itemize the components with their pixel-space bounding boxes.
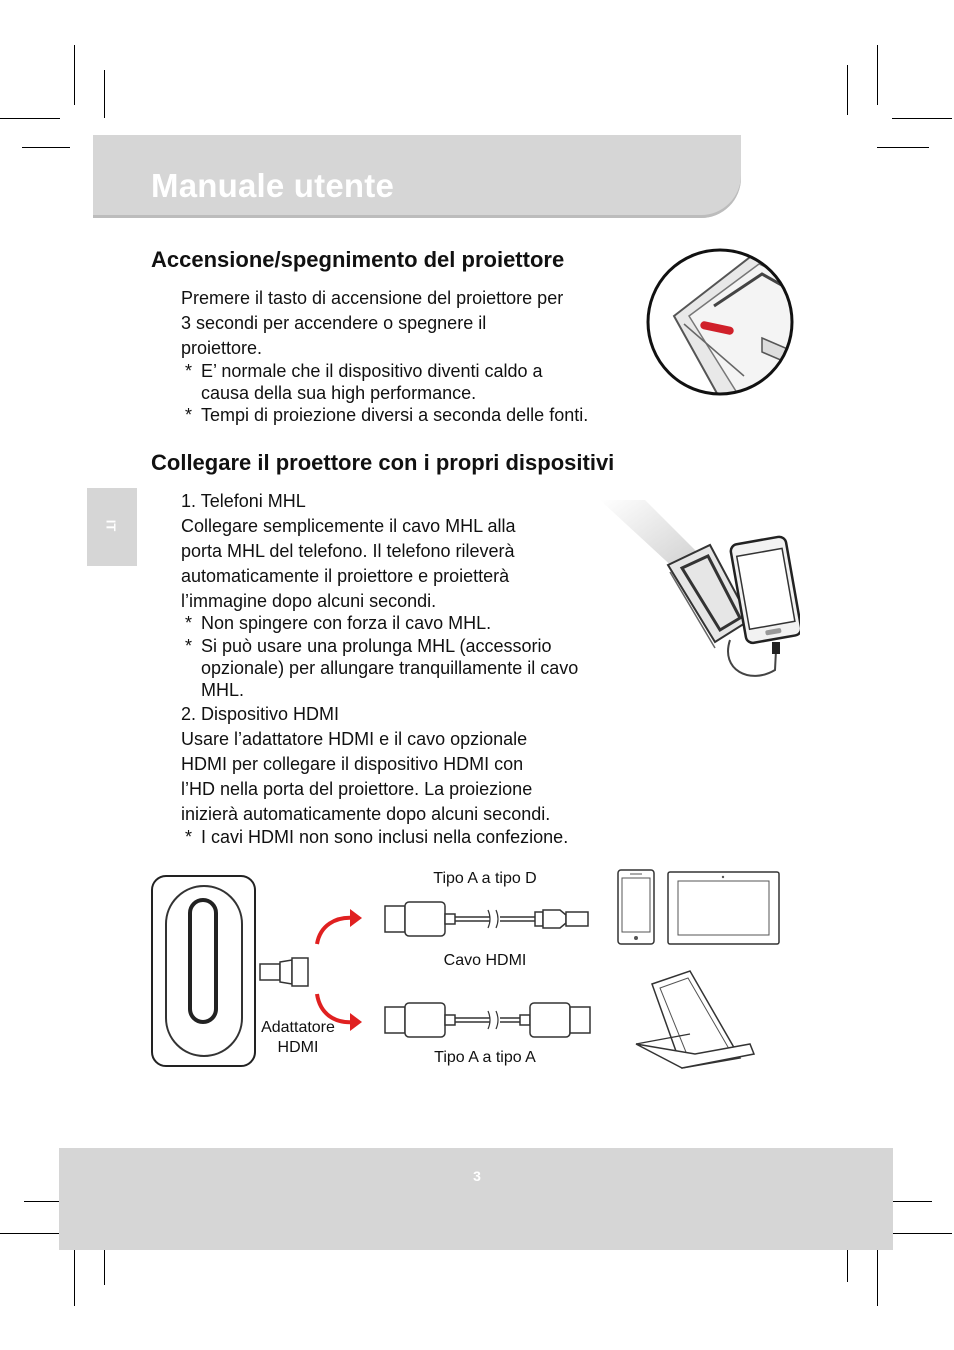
hdmi-connection-diagram [150,868,790,1073]
text-line: Tempi di proiezione diversi a seconda delle fonti. [201,405,589,425]
text-line: proiettore. [181,338,263,358]
cable-type-a-to-d [385,902,588,936]
language-tab [87,488,137,566]
mhl-title: 1. Telefoni MHL [181,491,306,511]
power-note-1: * E’ normale che il dispositivo diventi caldo a causa della sua high performance. [185,361,543,403]
label-type-a-to-d: Tipo A a tipo D [433,870,537,887]
projector-top-view [152,876,255,1066]
text-line: l’HD nella porta del proiettore. La proiezione [181,779,533,799]
page-number: 3 [473,1168,481,1184]
label-hdmi-adapter [248,1018,348,1058]
text-line: automaticamente il proiettore e proietterà [181,566,510,586]
text-line: inizierà automaticamente dopo alcuni secondi. [181,804,551,824]
hdmi-paragraph [181,727,611,827]
text-line: E’ normale che il dispositivo diventi caldo a [201,361,543,381]
text-line: l’immagine dopo alcuni secondi. [181,591,437,611]
smartphone-icon [618,870,654,944]
mhl-note-2: * Si può usare una prolunga MHL (accessorio opzionale) per allungare tranquillamente il cavo MHL. [185,636,579,700]
label-hdmi-cable: Cavo HDMI [443,952,527,969]
hdmi-title: 2. Dispositivo HDMI [181,704,340,724]
text-line: opzionale) per allungare tranquillamente il cavo [201,658,579,678]
text-line: Usare l’adattatore HDMI e il cavo opzionale [181,729,528,749]
text-line: Non spingere con forza il cavo MHL. [201,613,492,633]
text-line: Si può usare una prolunga MHL (accessorio [201,636,552,656]
footer-band [59,1148,893,1250]
text-line: HDMI per collegare il dispositivo HDMI con [181,754,524,774]
text-line: HDMI [277,1039,319,1056]
label-type-a-to-a: Tipo A a tipo A [434,1049,536,1066]
hdmi-note-1: * I cavi HDMI non sono inclusi nella confezione. [185,827,569,847]
mhl-note-1: * Non spingere con forza il cavo MHL. [185,613,492,633]
text-line: porta MHL del telefono. Il telefono rileverà [181,541,515,561]
cable-type-a-to-a [385,1003,590,1037]
text-line: 3 secondi per accendere o spegnere il [181,313,487,333]
text-line: Collegare semplicemente il cavo MHL alla [181,516,516,536]
text-line: Adattatore [261,1019,335,1036]
text-line: causa della sua high performance. [201,383,477,403]
language-tab-label: IT [103,519,119,532]
page-title: Manuale utente [151,167,395,204]
laptop-icon [636,971,754,1068]
power-button-closeup-illustration [644,246,796,398]
power-paragraph [181,286,621,361]
arrow-up-icon [317,918,355,944]
mhl-phone-projector-illustration [600,500,800,690]
text-line: MHL. [201,680,245,700]
text-line: I cavi HDMI non sono inclusi nella confezione. [201,827,569,847]
text-line: Premere il tasto di accensione del proiettore per [181,288,564,308]
section-heading-connect: Collegare il proettore con i propri dispositivi [151,450,615,475]
mhl-paragraph [181,514,601,614]
hdmi-adapter-icon [260,958,308,986]
power-note-2: * Tempi di proiezione diversi a seconda delle fonti. [185,405,589,425]
tablet-icon [668,872,779,944]
section-heading-power: Accensione/spegnimento del proiettore [151,247,565,272]
